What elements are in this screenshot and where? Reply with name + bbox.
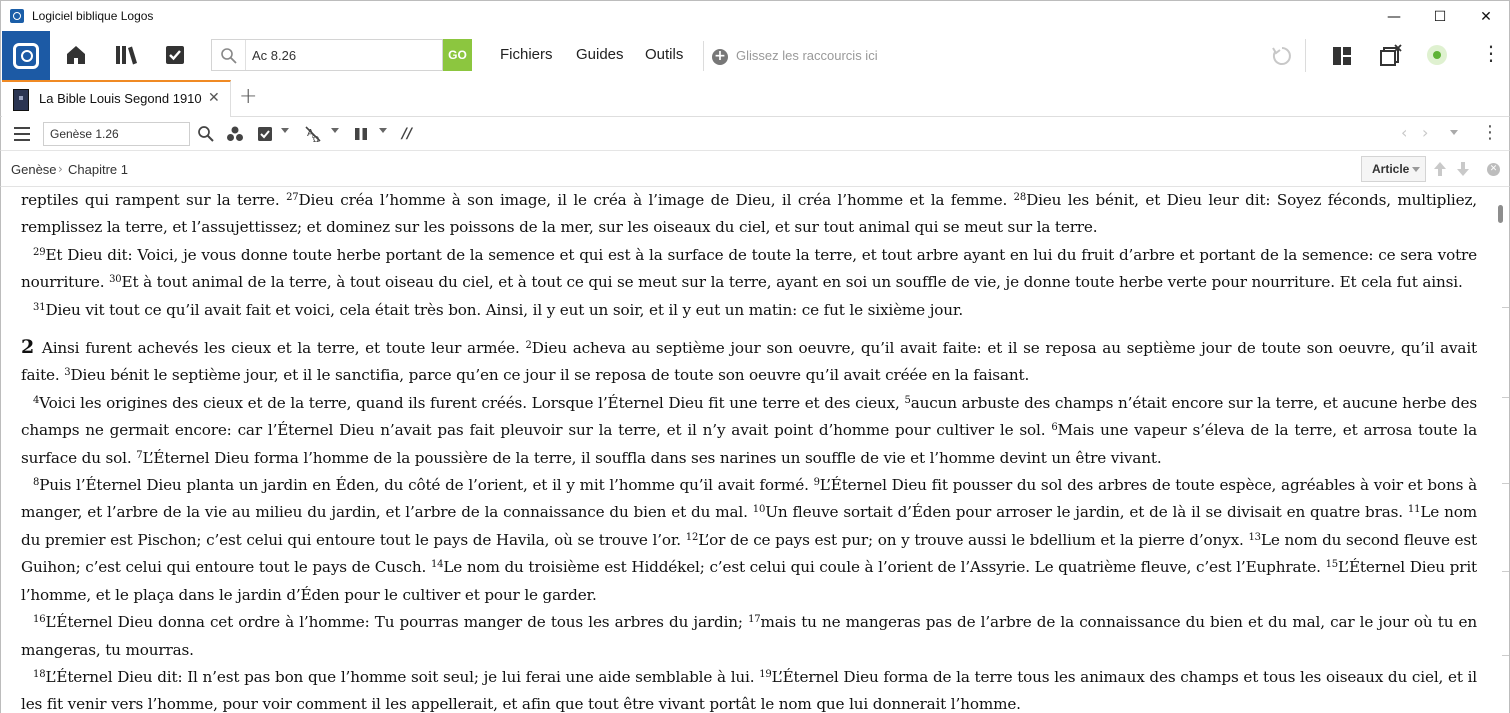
verse-number[interactable]: 12 [685, 531, 699, 543]
tab-louis-segond[interactable] [2, 80, 231, 117]
breadcrumb-book[interactable]: Genèse [11, 162, 57, 177]
verse-number[interactable]: 3 [64, 367, 71, 379]
window-title: Logiciel biblique Logos [32, 9, 154, 23]
verse-number[interactable]: 18 [33, 668, 46, 680]
go-box[interactable] [211, 39, 443, 71]
verse-number[interactable]: 16 [33, 614, 46, 626]
verse-number[interactable]: 19 [759, 668, 772, 680]
bible-text-panel[interactable] [0, 187, 1510, 713]
bible-paragraph [21, 334, 1477, 390]
add-shortcut-icon[interactable]: + [712, 49, 728, 65]
toolbar-divider [703, 41, 704, 71]
account-status-icon[interactable] [1427, 45, 1447, 65]
scrollbar-thumb[interactable] [1498, 205, 1503, 223]
reference-input[interactable] [50, 126, 185, 142]
go-button[interactable]: GO [443, 39, 472, 71]
verse-number[interactable]: 8 [33, 477, 40, 489]
interlinear-icon[interactable] [304, 125, 322, 143]
menu-outils[interactable]: Outils [645, 46, 684, 63]
search-divider [245, 40, 246, 70]
tab-label: La Bible Louis Segond 1910 [39, 91, 202, 106]
back-arrow-icon[interactable]: ‹ [1401, 123, 1408, 142]
verse-number[interactable]: 28 [1013, 192, 1027, 203]
scroll-marker [1502, 571, 1510, 572]
chevron-down-icon [1412, 167, 1420, 172]
search-icon [220, 47, 238, 65]
verse-number[interactable]: 2 [525, 340, 532, 352]
close-window-button[interactable]: ✕ [1480, 8, 1492, 25]
scroll-marker [1502, 655, 1510, 656]
logos-logo-icon [13, 43, 39, 69]
verse-text[interactable]: reptiles qui rampent sur la terre. [21, 191, 287, 209]
bible-paragraph [21, 390, 1477, 472]
parallel-dropdown-caret[interactable] [379, 128, 387, 133]
next-section-arrow-icon[interactable] [1456, 161, 1470, 177]
bible-paragraph [21, 472, 1477, 609]
verse-text[interactable]: L’Éternel Dieu donna cet ordre à l’homme: Tu pourras manger de tous les arbres du jardin; [45, 613, 749, 632]
verse-number[interactable]: 6 [1051, 422, 1058, 434]
scroll-marker [1502, 307, 1510, 308]
book-cover-icon [13, 89, 29, 111]
minimize-button[interactable]: — [1387, 8, 1401, 25]
previous-section-arrow-icon[interactable] [1433, 161, 1447, 177]
logos-app-icon [10, 9, 24, 23]
verse-text[interactable]: Le nom du troisième est Hiddékel; c’est celui qui coule à l’orient de l’Assyrie. Le quatrième fleuve, c’est l’Euphrate. [443, 558, 1326, 577]
chapter-number[interactable]: 2 [21, 336, 35, 359]
parallel-resources-icon[interactable] [352, 125, 370, 143]
verse-text[interactable]: L’Éternel Dieu dit: Il n’est pas bon que l’homme soit seul; je lui ferai une aide semblable à lui. [45, 667, 760, 686]
visual-filter-icon[interactable] [226, 125, 244, 143]
verse-number[interactable]: 29 [33, 246, 46, 258]
bible-paragraph [21, 297, 1477, 324]
verse-number[interactable]: 10 [752, 504, 766, 516]
logos-home-logo-button[interactable] [2, 31, 50, 80]
more-options-icon[interactable]: ⋮ [1481, 41, 1501, 65]
verse-number[interactable]: 13 [1248, 531, 1261, 543]
view-mode-dropdown[interactable] [1361, 156, 1426, 182]
toolbar-divider [1305, 39, 1306, 72]
verse-text[interactable]: L’Éternel Dieu fit pousser du sol des arbres de toute espèce, agréables à voir et bons à manger, et l’arbre de la vie au milieu du jardin, et l’arbre de la connaissance du bien et du mal. [21, 476, 1477, 522]
go-box-input[interactable] [252, 45, 437, 65]
verse-text[interactable]: L’Éternel Dieu prit l’homme, et le plaça dans le jardin d’Éden pour le cultiver et pour le garder. [21, 558, 1478, 604]
close-tab-icon[interactable]: ✕ [208, 90, 220, 106]
verse-number[interactable]: 30 [109, 274, 122, 286]
layouts-icon[interactable] [1331, 45, 1353, 67]
verse-text[interactable]: Et à tout animal de la terre, à tout oiseau du ciel, et à tout ce qui se meut sur la terre, ayant en soi un souffle de vie, je donne toute herbe verte pour nourriture. Et cela fut ainsi. [121, 273, 1463, 292]
menu-fichiers[interactable]: Fichiers [500, 46, 553, 63]
verse-text[interactable]: Le nom du second fleuve est Guihon; c’est celui qui entoure tout le pays de Cusch. [21, 530, 1477, 577]
verse-text[interactable]: Un fleuve sortait d’Éden pour arroser le jardin, et de là il se divisait en quatre bras. [765, 503, 1408, 522]
panel-more-options-icon[interactable]: ⋮ [1481, 122, 1499, 143]
bible-paragraph [21, 664, 1477, 713]
sync-icon[interactable] [1271, 45, 1293, 67]
add-tab-icon[interactable]: + [239, 84, 258, 109]
close-panels-icon[interactable] [1378, 44, 1402, 68]
verse-text[interactable]: L’Éternel Dieu forma de la terre tous les animaux des champs et tous les oiseaux du ciel, et il les fit venir vers l’homme, pour voir comment il les appellerait, et afin que tout être vivant portât le nom que lui donnerait l’homme. [21, 667, 1477, 713]
verse-number[interactable]: 27 [286, 192, 299, 203]
panel-toolbar [0, 117, 1510, 151]
main-toolbar [0, 31, 1510, 80]
search-icon[interactable] [197, 125, 215, 143]
view-mode-label: Article [1372, 162, 1410, 176]
interlinear-dropdown-caret[interactable] [331, 128, 339, 133]
verse-text[interactable]: mais tu ne mangeras pas de l’arbre de la connaissance du bien et du mal, car le jour où tu en mangeras, tu mourras. [21, 613, 1477, 659]
scroll-marker [1502, 397, 1510, 398]
verse-text[interactable]: aucun arbuste des champs n’était encore sur la terre, et aucune herbe des champs ne germait encore: car l’Éternel Dieu n’avait pas fait pleuvoir sur la terre, et il n’y avait point d’homme pour cultiver le sol. [21, 393, 1477, 440]
shortcuts-bar-placeholder[interactable]: Glissez les raccourcis ici [736, 48, 878, 63]
verse-text[interactable]: Et Dieu dit: Voici, je vous donne toute herbe portant de la semence et qui est à la surface de toute la terre, et tout arbre ayant en lui du fruit d’arbre et portant de la semence: ce sera votre nourriture. [21, 245, 1477, 292]
verse-number[interactable]: 11 [1407, 504, 1421, 516]
library-icon[interactable] [114, 43, 138, 67]
maximize-button[interactable]: ☐ [1433, 8, 1447, 25]
home-icon[interactable] [64, 43, 88, 67]
bible-paragraph [21, 242, 1477, 297]
svg-text:Ą: Ą [307, 128, 314, 139]
breadcrumb-chapter[interactable]: Chapitre 1 [68, 162, 128, 177]
verse-text[interactable]: Dieu acheva au septième jour son oeuvre, qu’il avait faite: et il se reposa au septième jour de toute son oeuvre, qu’il avait faite. [21, 339, 1477, 385]
svg-text:Ω: Ω [313, 135, 320, 143]
forward-arrow-icon[interactable]: › [1422, 123, 1429, 142]
documents-checklist-icon[interactable] [163, 43, 187, 67]
verse-text[interactable]: Le nom du premier est Pischon; c’est celui qui entoure tout le pays de Havila, où se trouve l’or. [21, 503, 1477, 549]
verse-text[interactable]: Ainsi furent achevés les cieux et la terre, et toute leur armée. [36, 339, 526, 358]
verse-number[interactable]: 4 [33, 394, 40, 406]
close-breadcrumb-icon[interactable]: ✕ [1487, 163, 1500, 176]
scrollbar[interactable] [1495, 187, 1509, 713]
bible-paragraph [21, 609, 1477, 664]
history-dropdown-caret[interactable] [1450, 130, 1458, 135]
tab-strip [0, 80, 1510, 117]
verse-number[interactable]: 5 [904, 394, 911, 406]
chevron-right-icon: › [58, 162, 63, 176]
checklist-dropdown-caret[interactable] [281, 128, 289, 133]
verse-text[interactable]: L’Éternel Dieu forma l’homme de la poussière de la terre, il souffla dans ses narines un souffle de vie et l’homme devint un être vivant. [142, 448, 1162, 467]
checklist-icon[interactable] [256, 125, 274, 143]
verse-number[interactable]: 17 [748, 614, 761, 626]
reference-box[interactable] [43, 122, 190, 146]
verse-text[interactable]: Mais une vapeur s’éleva de la terre, et arrosa toute la surface du sol. [21, 421, 1477, 467]
verse-text[interactable]: Puis l’Éternel Dieu planta un jardin en Éden, du côté de l’orient, et il y mit l’homme qu’il avait formé. [39, 476, 814, 495]
verse-text[interactable]: Voici les origines des cieux et de la terre, quand ils furent créés. Lorsque l’Éternel Dieu fit une terre et des cieux, [39, 393, 905, 412]
menu-guides[interactable]: Guides [576, 46, 624, 63]
verse-number[interactable]: 9 [813, 477, 820, 489]
verse-number[interactable]: 7 [136, 449, 143, 461]
verse-number[interactable]: 31 [33, 301, 46, 313]
verse-text[interactable]: Dieu bénit le septième jour, et il le sanctifia, parce qu’en ce jour il se reposa de toute son oeuvre qu’il avait créée en la faisant. [70, 366, 1030, 385]
bible-text [21, 187, 1477, 713]
text-comparison-icon[interactable]: // [401, 126, 413, 142]
bible-paragraph [21, 187, 1477, 242]
verse-number[interactable]: 15 [1325, 559, 1339, 571]
breadcrumb [0, 151, 1510, 187]
verse-text[interactable]: Dieu les bénit, et Dieu leur dit: Soyez féconds, multipliez, remplissez la terre, et l’assujettissez; et dominez sur les poissons de la mer, sur les oiseaux du ciel, et sur tout animal qui se meut sur la terre. [21, 191, 1477, 237]
verse-number[interactable]: 14 [430, 559, 444, 571]
panel-menu-icon[interactable] [14, 125, 30, 141]
verse-text[interactable]: L’or de ce pays est pur; on y trouve aussi le bdellium et la pierre d’onyx. [698, 530, 1249, 549]
title-bar [0, 0, 1510, 31]
scroll-marker [1502, 483, 1510, 484]
verse-text[interactable]: Dieu vit tout ce qu’il avait fait et voici, cela était très bon. Ainsi, il y eut un soir, et il y eut un matin: ce fut le sixième jour. [45, 300, 963, 319]
verse-text[interactable]: Dieu créa l’homme à son image, il le créa à l’image de Dieu, il créa l’homme et la femme. [298, 191, 1014, 209]
